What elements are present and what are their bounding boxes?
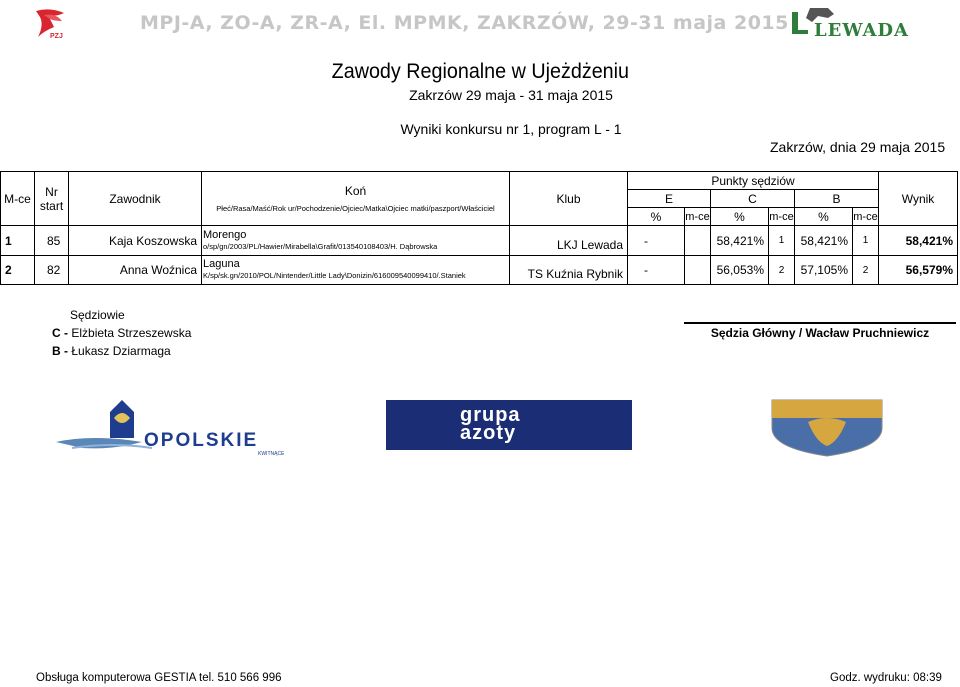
header-c-place: m-ce [769,208,795,226]
grupa-azoty-logo [386,400,632,450]
row-c-place: 2 [769,256,795,285]
pzj-logo-text: PZJ [50,33,63,40]
coat-of-arms [768,398,886,458]
header-club: Klub [510,172,628,226]
row-c-pct: 58,421% [711,226,769,256]
header-horse-label: Koń [344,184,367,198]
row-rider: Kaja Koszowska [69,226,202,256]
results-table [0,171,958,285]
row-e-place [685,256,711,285]
event-dates: Zakrzów 29 maja - 31 maja 2015 [409,87,613,103]
judge-position: C - [52,326,68,340]
table-row [1,226,958,256]
row-b-pct: 58,421% [795,226,853,256]
row-rider: Anna Woźnica [69,256,202,285]
row-b-place: 2 [853,256,879,285]
header-judge-e: E [628,190,711,208]
signature-line [684,322,956,324]
judge-name: Elżbieta Strzeszewska [71,326,192,340]
judge-name: Łukasz Dziarmaga [71,344,171,358]
row-place: 1 [1,226,35,256]
lewada-logo-text: LEWADA [814,20,909,41]
header-place: M-ce [1,172,35,226]
header-c-pct: % [711,208,769,226]
opolskie-text: OPOLSKIE [144,430,259,451]
header-judges-points: Punkty sędziów [628,172,879,190]
row-e-pct: - [628,226,685,256]
header-rider: Zawodnik [69,172,202,226]
row-b-place: 1 [853,226,879,256]
judges-label: Sędziowie [70,308,125,322]
row-b-pct: 57,105% [795,256,853,285]
header-judge-c: C [711,190,795,208]
row-horse-desc: K/sp/sk.gn/2010/POL/Nintender/Little Lady\Donizin/616009540099410/.Staniek [203,271,466,280]
row-e-place [685,226,711,256]
event-title: Zawody Regionalne w Ujeżdżeniu [331,60,630,83]
row-horse-desc: o/sp/gn/2003/PL/Hawier/Mirabella\Grafit/013540108403/H. Dąbrowska [203,241,438,251]
header-b-place: m-ce [853,208,879,226]
header-b-pct: % [795,208,853,226]
grupa-azoty-line2: azoty [460,422,517,444]
header-horse-sub: Płeć/Rasa/Maść/Rok ur/Pochodzenie/Ojciec/Matka\Ojciec matki/paszport/Właściciel [216,204,495,213]
judge-position: B - [52,344,68,358]
chief-judge: Sędzia Główny / Wacław Pruchniewicz [710,326,930,340]
place-date: Zakrzów, dnia 29 maja 2015 [770,139,946,155]
lewada-logo [788,4,938,44]
footer-service: Obsługa komputerowa GESTIA tel. 510 566 996 [36,672,282,684]
row-horse-name: Laguna [203,258,240,270]
row-horse [202,226,510,256]
header-e-pct: % [628,208,685,226]
header-start-no-line1: Nr [45,184,58,199]
row-club: LKJ Lewada [510,226,628,256]
opolskie-subtext: KWITNĄCE [258,451,285,457]
results-title: Wyniki konkursu nr 1, program L - 1 [400,121,622,137]
grupa-azoty-line1: grupa [460,404,521,426]
row-result: 56,579% [879,256,958,285]
judge-item [52,344,171,358]
row-club: TS Kuźnia Rybnik [510,256,628,285]
row-e-pct: - [628,256,685,285]
row-horse-name: Morengo [203,228,247,241]
banner-text: MPJ-A, ZO-A, ZR-A, El. MPMK, ZAKRZÓW, 29-31 maja 2015 [140,12,789,34]
header-start-no-line2: start [39,198,64,213]
row-result: 58,421% [879,226,958,256]
header-horse [202,172,510,226]
header-e-place: m-ce [685,208,711,226]
row-horse [202,256,510,285]
judge-item [52,326,191,340]
row-place: 2 [1,256,35,285]
row-start: 82 [35,256,69,285]
footer-print-time: Godz. wydruku: 08:39 [830,672,942,684]
header-start-no [35,172,69,226]
table-row [1,256,958,285]
row-start: 85 [35,226,69,256]
pzj-logo [30,7,72,43]
row-c-place: 1 [769,226,795,256]
header-judge-b: B [795,190,879,208]
row-c-pct: 56,053% [711,256,769,285]
opolskie-logo [52,398,300,458]
header-result: Wynik [879,172,958,226]
